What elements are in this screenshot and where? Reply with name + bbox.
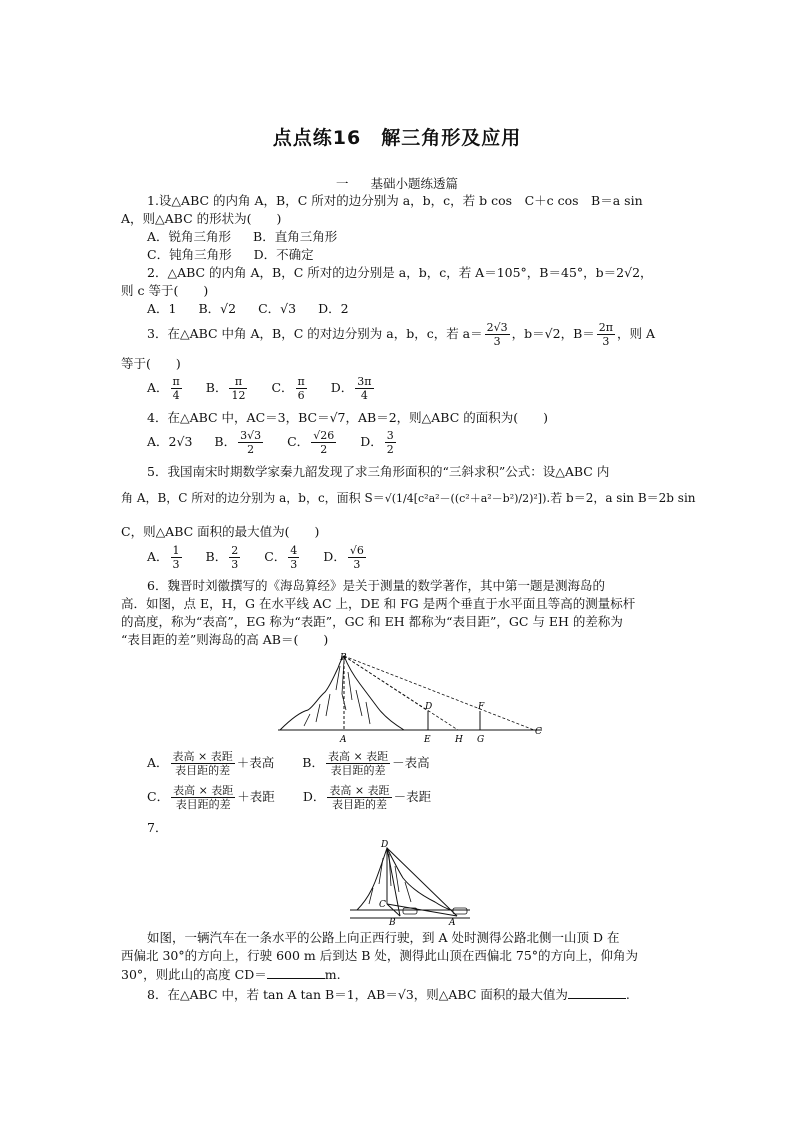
q4-option-c-num: √26 [313,429,335,442]
q6-options-row1 [147,750,677,777]
q4-option-a [147,434,192,450]
q7-text-pre: 30°，则此山的高度 CD＝ [121,967,267,982]
q6-option-a-suffix: ＋表高 [236,755,275,770]
q7-label-D: D [381,840,389,850]
q6-option-a [147,750,274,777]
q6-option-d-num: 表高 × 表距 [329,784,390,797]
q7-line3 [121,966,651,983]
q4-option-c-den: 2 [320,443,328,456]
q3-b-den: 3 [602,335,610,348]
q8-answer-blank [568,986,626,999]
q2-option-a: A．1 [147,301,177,316]
q6-option-d-suffix: －表距 [393,789,432,804]
q2-option-b: B．√2 [198,301,237,316]
q3-option-c-label: C． [271,380,294,395]
q2-line2: 则 c 等于( ) [121,283,209,298]
q3-b-num: 2π [598,321,613,334]
q3-line2: 等于( ) [121,356,181,371]
q4-option-a-label: A． [147,434,169,449]
q6-option-d-label: D． [302,789,326,804]
q5-line1: 5．我国南宋时期数学家秦九韶发现了求三角形面积的“三斜求积”公式：设△ABC 内 [147,464,610,479]
q6-option-a-den: 表目距的差 [175,764,231,777]
q5-option-d-frac [348,544,366,571]
q5-line3: C，则△ABC 面积的最大值为( ) [121,524,320,539]
q6-sight-BC [344,656,534,730]
q6-options-row2 [147,784,677,811]
q3-option-c [271,375,308,402]
section-label: 基础小题练透篇 [370,176,459,191]
q7-mountain-figure [345,836,475,926]
q5-options [147,544,677,571]
q5-option-c-label: C． [264,549,287,564]
q5-line2 [121,490,696,507]
q3-option-c-frac [296,375,307,402]
q4-option-d-label: D． [360,434,383,449]
q3-option-b-den: 12 [231,389,246,402]
q6-line1: 6．魏晋时刘徽撰写的《海岛算经》是关于测量的数学著作，其中第一题是测海岛的 [147,578,605,593]
q1-line1: 1.设△ABC 的内角 A，B，C 所对的边分别为 a，b，c，若 b cos C＋c cos B＝a sin [147,193,643,208]
q3-b-fraction [597,321,615,348]
q6-label-E: E [424,735,431,745]
q3-a-num: 2√3 [486,321,508,334]
q3-option-a-num: π [172,375,180,388]
q4-option-b [214,429,265,456]
q6-option-c-den: 表目距的差 [175,798,231,811]
q3-option-c-den: 6 [297,389,305,402]
q2-option-c: C．√3 [258,301,297,316]
q1-options-row1 [147,229,677,245]
q3-text-mid: ，b＝√2，B＝ [511,326,595,341]
q6-option-c [147,784,275,811]
q7-label-B: B [389,918,396,926]
q6-label-C: C [535,727,542,737]
q5-option-d-num: √6 [349,544,364,557]
q4-options [147,429,677,456]
q6-label-H: H [455,735,463,745]
q6-option-a-label: A． [147,755,169,770]
q3-option-b-frac [229,375,247,402]
q6-option-c-frac [171,784,235,811]
q3-option-b [206,375,250,402]
q6-option-d [303,784,431,811]
q4-option-d-num: 3 [386,429,394,442]
q5-option-b-num: 2 [231,544,239,557]
q5-option-a-den: 3 [172,558,180,571]
q8-line1 [147,986,677,1003]
q6-line2: 高．如图，点 E，H，G 在水平线 AC 上，DE 和 FG 是两个垂直于水平面且等高的测量标杆 [121,596,636,611]
q5-formula: √(1/4[c²a²－((c²＋a²－b²)/2)²]) [384,492,547,505]
q6-label-D: D [425,702,433,712]
q7-mountain [357,848,451,910]
q1-option-d: D．不确定 [253,247,314,262]
q4-option-c-label: C． [287,434,310,449]
q5-option-c-den: 3 [290,558,298,571]
q6-option-a-frac [171,750,235,777]
q6-option-a-num: 表高 × 表距 [172,750,233,763]
q4-option-b-frac [238,429,263,456]
q5-option-c-num: 4 [290,544,298,557]
q4-option-c [287,429,338,456]
q3-option-b-num: π [229,375,247,389]
q6-option-b-num: 表高 × 表距 [327,750,389,763]
q5-option-c [264,544,301,571]
q3-option-d-num: 3π [357,375,372,388]
q7-line1: 如图，一辆汽车在一条水平的公路上向正西行驶，到 A 处时测得公路北侧一山顶 D 在 [147,930,620,945]
q1-option-c: C．钝角三角形 [147,247,232,262]
q5-option-d-den: 3 [353,558,361,571]
q8-text-post: . [625,987,630,1002]
q7-car-a [453,908,467,914]
section-heading [0,174,794,192]
q7-answer-blank [267,966,325,979]
q5-option-a-label: A． [147,549,169,564]
q6-label-B: B [340,653,347,663]
section-number: 一 [335,176,349,191]
q6-option-c-label: C． [147,789,170,804]
q3-options [147,375,677,402]
q6-option-b-frac [326,750,390,777]
q5-option-a-num: 1 [172,544,180,557]
q5-option-a [147,544,184,571]
q5-option-a-frac [171,544,182,571]
q5-option-c-frac [288,544,299,571]
q6-label-G: G [477,735,485,745]
q6-island-figure [270,650,550,745]
q3-text-post: ，则 A [617,326,656,341]
q1-line2: A，则△ABC 的形状为( ) [121,211,282,226]
q4-option-b-num: 3√3 [240,429,262,442]
q3-option-d-den: 4 [360,389,368,402]
q7-line2: 西偏北 30°的方向上，行驶 600 m 后到达 B 处，测得此山顶在西偏北 75°的方向上，仰角为 [121,948,639,963]
q7-label-C: C [379,900,386,910]
q6-option-b [302,750,429,777]
q6-option-d-frac [327,784,391,811]
q3-text-pre: 3．在△ABC 中角 A，B，C 的对边分别为 a，b，c，若 a＝ [147,326,483,341]
q6-option-b-suffix: －表高 [392,755,430,770]
q5-option-d-label: D． [323,549,346,564]
q5-option-b-frac [229,544,240,571]
q5-option-b [206,544,243,571]
q1-options-row2 [147,247,677,263]
q3-line1 [147,321,677,348]
q6-option-c-num: 表高 × 表距 [173,784,234,797]
q4-option-d-frac [385,429,396,456]
q6-option-b-den: 表目距的差 [330,764,386,777]
q4-option-d [360,429,398,456]
q7-text-post: m. [324,967,341,982]
q6-label-A: A [340,735,347,745]
q7-label-A: A [449,918,456,926]
q3-a-den: 3 [493,335,501,348]
q3-option-a [147,375,184,402]
q1-option-a: A．锐角三角形 [147,229,232,244]
q3-option-a-label: A． [147,380,169,395]
q7-number: 7． [147,820,168,835]
q4-line1: 4．在△ABC 中，AC＝3，BC＝√7，AB＝2，则△ABC 的面积为( ) [147,410,549,425]
q4-option-c-frac [311,429,336,456]
q6-line3: 的高度，称为“表高”，EG 称为“表距”，GC 和 EH 都称为“表目距”，GC 与 EH 的差称为 [121,614,623,629]
q3-option-d-frac [355,375,373,402]
q2-options [147,301,677,317]
q6-option-c-suffix: ＋表距 [237,789,275,804]
q3-option-d [331,375,376,402]
q4-option-b-label: B． [214,434,237,449]
q2-line1: 2．△ABC 的内角 A，B，C 所对的边分别是 a，b，c，若 A＝105°，B＝45°，b＝2√2， [147,265,653,280]
q3-option-a-frac [171,375,182,402]
q6-label-F: F [478,702,485,712]
q5-option-b-den: 3 [231,558,239,571]
q3-option-b-label: B． [205,380,228,395]
q3-option-c-num: π [297,375,305,388]
q6-option-d-den: 表目距的差 [331,798,387,811]
page-title: 点点练16 解三角形及应用 [272,127,522,149]
q3-a-fraction [485,321,510,348]
q6-option-b-label: B． [302,755,324,770]
q6-line4: “表目距的差”则海岛的高 AB＝( ) [121,632,329,647]
q5-text-pre: 角 A，B，C 所对的边分别为 a，b，c，面积 S＝ [121,491,385,505]
q5-option-d [323,544,368,571]
q4-option-a-text: 2√3 [168,434,193,449]
q3-option-a-den: 4 [172,389,180,402]
q1-option-b: B．直角三角形 [253,229,338,244]
q3-option-d-label: D． [330,380,354,395]
q8-text-pre: 8．在△ABC 中，若 tan A tan B＝1，AB＝√3，则△ABC 面积的最大值为 [147,987,568,1002]
q5-option-b-label: B． [205,549,228,564]
q2-option-d: D．2 [318,301,349,316]
q5-text-post: .若 b＝2，a sin B＝2b sin [546,491,696,505]
q4-option-b-den: 2 [247,443,255,456]
q4-option-d-den: 2 [386,443,394,456]
